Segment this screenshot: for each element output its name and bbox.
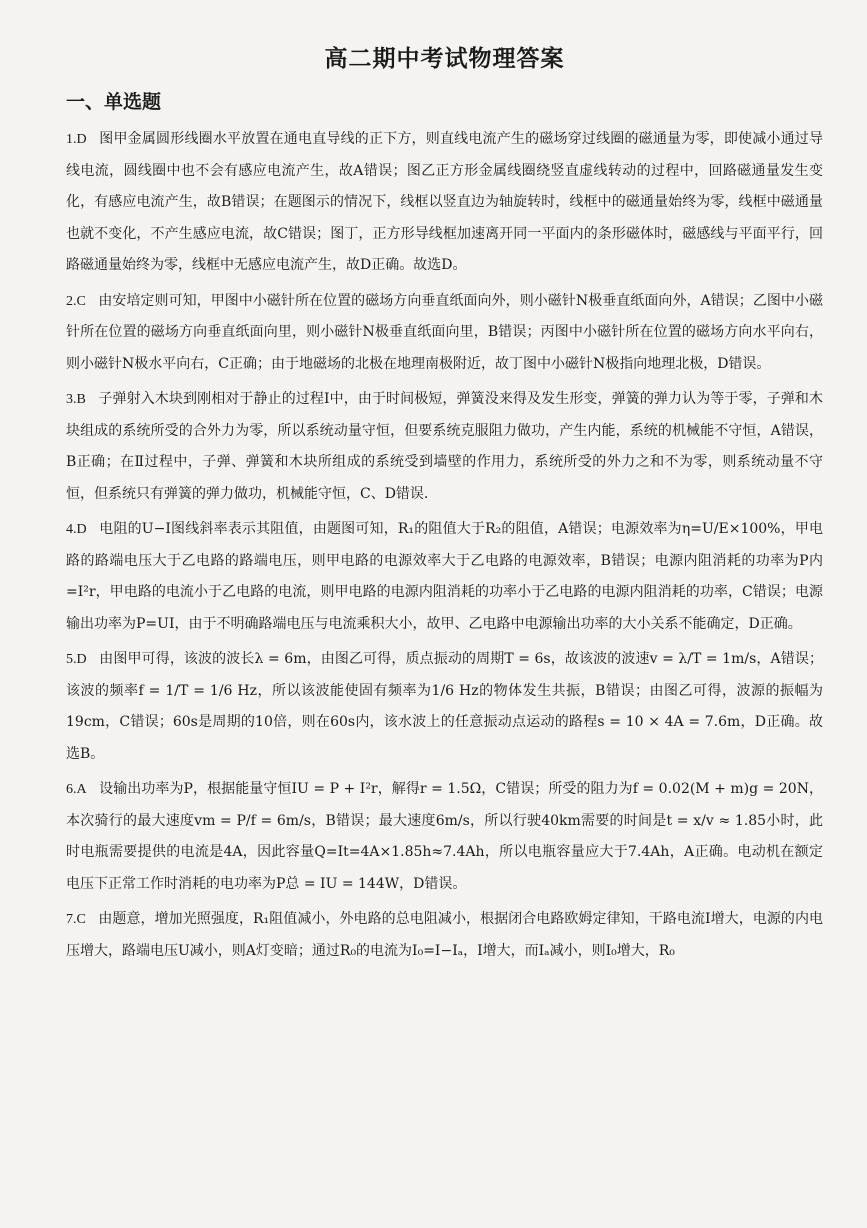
answer-text: 设输出功率为P，根据能量守恒IU = P + I²r，解得r = 1.5Ω，C错误；所受的阻力为f = 0.02(M + m)g = 20N，本次骑行的最大速度vm = P/f = 6m/s，B错误；最大速度6m/s，所以行驶40km需要的时间是t = x/v ≈ 1.85小时，此时电瓶需要提供的电流是4A，因此容量Q=It=4A×1.85h≈7.4Ah，所以电瓶容量应大于7.4Ah，A正确。电动机在额定电压下正常工作时消耗的电功率为P总 = IU = 144W，D错误。 xyxy=(66,781,824,892)
answer-number: 4.D xyxy=(66,522,87,537)
page-title: 高二期中考试物理答案 xyxy=(324,45,565,72)
answer-number: 7.C xyxy=(66,912,86,927)
answer-item-2 xyxy=(66,286,823,381)
answer-item-5 xyxy=(66,644,823,770)
answer-number: 2.C xyxy=(66,293,86,309)
answer-item-4 xyxy=(66,514,823,640)
answer-text: 由安培定则可知，甲图中小磁针所在位置的磁场方向垂直纸面向外，则小磁针N极垂直纸面向外，A错误；乙图中小磁针所在位置的磁场方向垂直纸面向里，则小磁针N极垂直纸面向里，B错误；丙图中小磁针所在位置的磁场方向水平向右，则小磁针N极水平向右，C正确；由于地磁场的北极在地理南极附近，故丁图中小磁针N极指向地理北极，D错误。 xyxy=(66,292,823,372)
answer-item-6 xyxy=(66,774,823,900)
answer-text: 由图甲可得，该波的波长λ = 6m，由图乙可得，质点振动的周期T = 6s，故该波的波速v = λ/T = 1m/s，A错误；该波的频率f = 1/T = 1/6 Hz，所以该波能使固有频率为1/6 Hz的物体发生共振，B错误；由图乙可得，波源的振幅为19cm，C错误；60s是周期的10倍，则在60s内，该水波上的任意振动点运动的路程s = 10 × 4A = 7.6m，D正确。故选B。 xyxy=(66,651,823,762)
answer-item-1 xyxy=(66,124,823,282)
answer-text: 图甲金属圆形线圈水平放置在通电直导线的正下方，则直线电流产生的磁场穿过线圈的磁通量为零，即使减小通过导线电流，圆线圈中也不会有感应电流产生，故A错误；图乙正方形金属线圈绕竖直虚线转动的过程中，回路磁通量发生变化，有感应电流产生，故B错误；在题图示的情况下，线框以竖直边为轴旋转时，线框中的磁通量始终为零，线框中磁通量也就不变化，不产生感应电流，故C错误；图丁，正方形导线框加速离开同一平面内的条形磁体时，磁感线与平面平行，回路磁通量始终为零，线框中无感应电流产生，故D正确。故选D。 xyxy=(66,131,824,273)
answer-item-7 xyxy=(66,904,823,967)
section-heading: 一、单选题 xyxy=(66,91,162,113)
answer-number: 6.A xyxy=(66,782,87,797)
answer-text: 子弹射入木块到刚相对于静止的过程Ⅰ中，由于时间极短，弹簧没来得及发生形变，弹簧的弹力认为等于零，子弹和木块组成的系统所受的合外力为零，所以系统动量守恒，但要系统克服阻力做功，产生内能，系统的机械能不守恒，A错误，B正确；在Ⅱ过程中，子弹、弹簧和木块所组成的系统受到墙壁的作用力，系统所受的外力之和不为零，则系统动量不守恒，但系统只有弹簧的弹力做功，机械能守恒，C、D错误. xyxy=(66,391,824,502)
answer-item-3 xyxy=(66,384,823,510)
answer-number: 5.D xyxy=(66,652,87,667)
answer-text: 电阻的U−I图线斜率表示其阻值，由题图可知，R₁的阻值大于R₂的阻值，A错误；电源效率为η=U/E×100%，甲电路的路端电压大于乙电路的路端电压，则甲电路的电源效率大于乙电路的电源效率，B错误；电源内阻消耗的功率为P内=I²r，甲电路的电流小于乙电路的电流，则甲电路的电源内阻消耗的功率小于乙电路的电源内阻消耗的功率，C错误；电源输出功率为P=UI，由于不明确路端电压与电流乘积大小，故甲、乙电路中电源输出功率的大小关系不能确定，D正确。 xyxy=(66,521,823,632)
answer-number: 3.B xyxy=(66,392,86,407)
answer-number: 1.D xyxy=(66,132,87,147)
answer-text: 由题意，增加光照强度，R₁阻值减小，外电路的总电阻减小，根据闭合电路欧姆定律知，干路电流I增大，电源的内电压增大，路端电压U减小，则A灯变暗；通过R₀的电流为I₀=I−Iₐ，I增大，而Iₐ减小，则I₀增大，R₀ xyxy=(66,911,823,959)
